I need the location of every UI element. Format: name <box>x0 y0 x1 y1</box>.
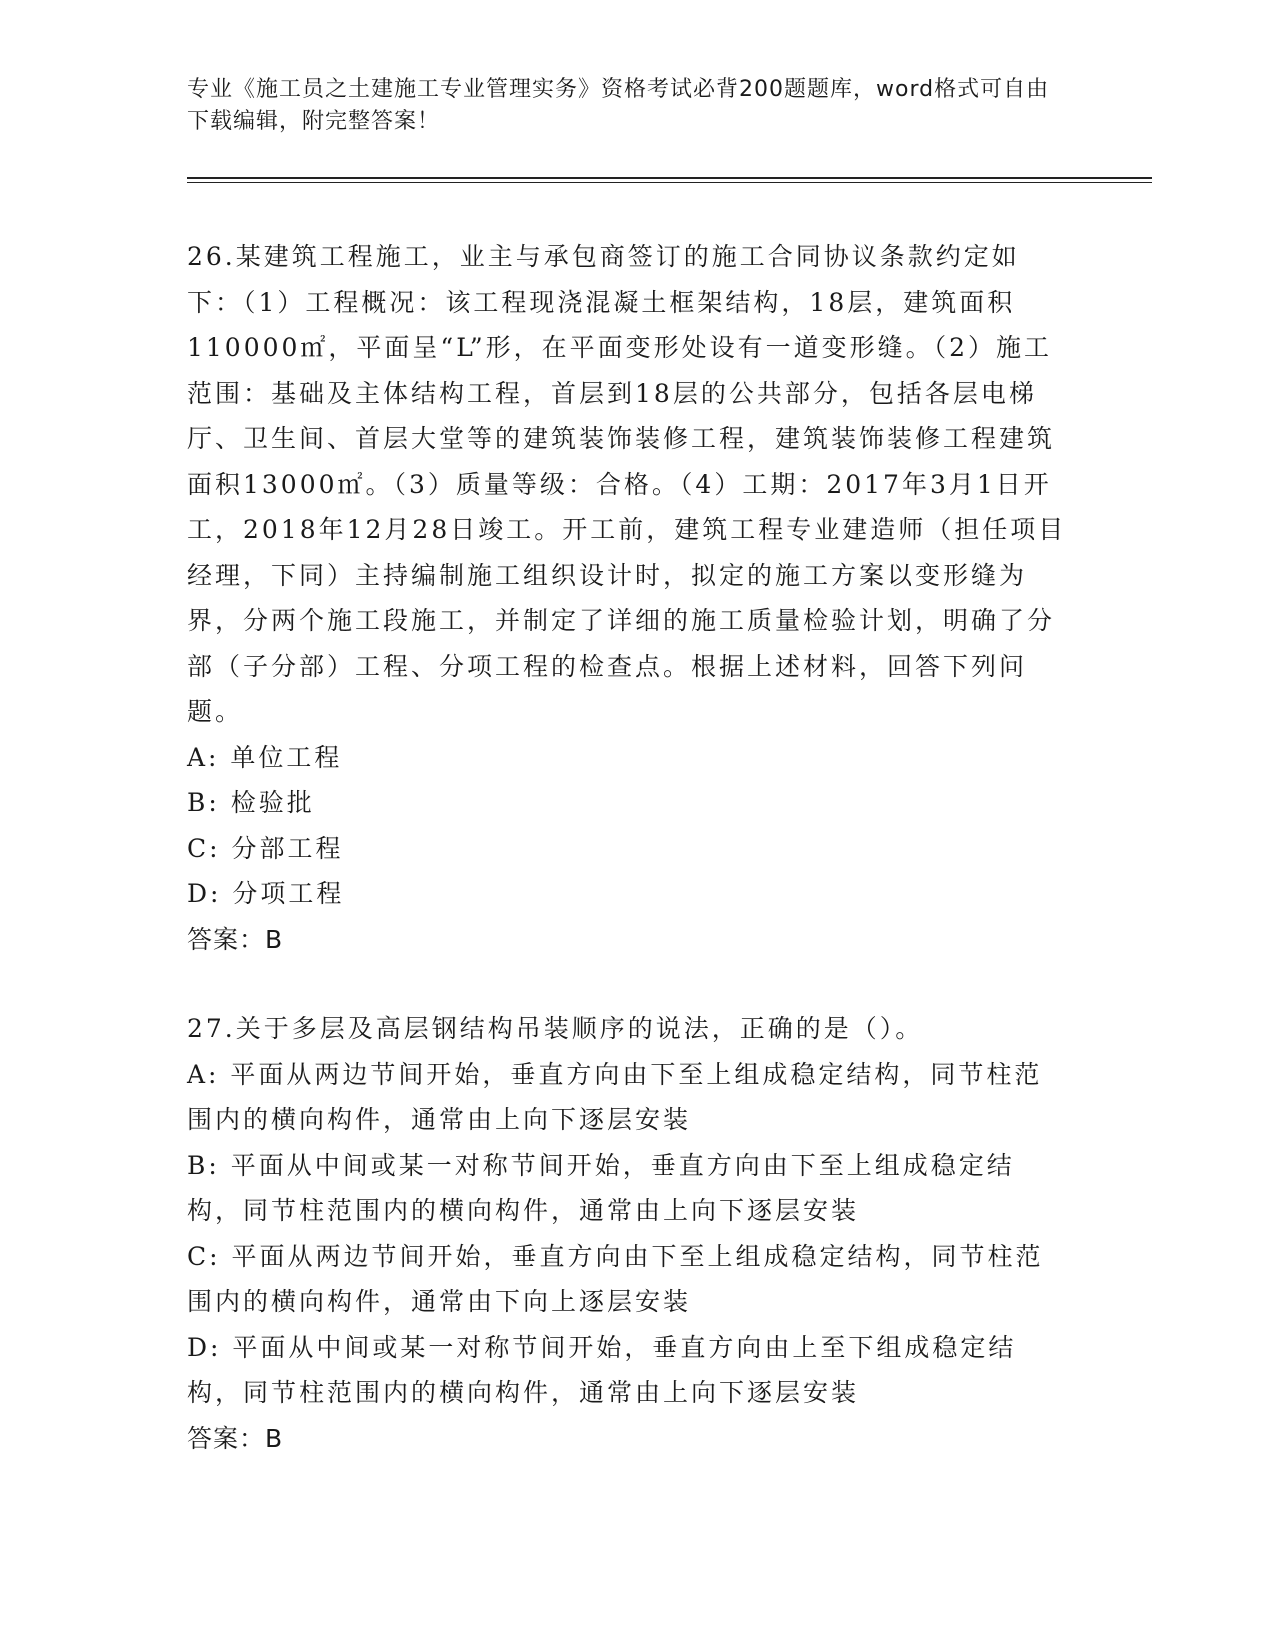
question-27 <box>187 1006 1067 1461</box>
option-d: D: 平面从中间或某一对称节间开始，垂直方向由上至下组成稳定结构，同节柱范围内的横向构件，通常由上向下逐层安装 <box>187 1332 1017 1407</box>
header-rule-thin <box>187 182 1152 183</box>
document-header <box>187 74 1067 138</box>
option-c: C: 分部工程 <box>187 833 344 863</box>
answer: 答案：B <box>187 1423 284 1453</box>
option-a: A: 平面从两边节间开始，垂直方向由下至上组成稳定结构，同节柱范围内的横向构件，通常由上向下逐层安装 <box>187 1059 1043 1134</box>
question-stem: 26.某建筑工程施工，业主与承包商签订的施工合同协议条款约定如下：（1）工程概况：该工程现浇混凝土框架结构，18层，建筑面积110000㎡，平面呈“L”形，在平面变形处设有一道变形缝。（2）施工范围：基础及主体结构工程，首层到18层的公共部分，包括各层电梯厅、卫生间、首层大堂等的建筑装饰装修工程，建筑装饰装修工程建筑面积13000㎡。（3）质量等级：合格。（4）工期：2017年3月1日开工，2018年12月28日竣工。开工前，建筑工程专业建造师（担任项目经理，下同）主持编制施工组织设计时，拟定的施工方案以变形缝为界，分两个施工段施工，并制定了详细的施工质量检验计划，明确了分部（子分部）工程、分项工程的检查点。根据上述材料，回答下列问题。 <box>187 242 1067 726</box>
question-stem: 27.关于多层及高层钢结构吊装顺序的说法，正确的是（）。 <box>187 1014 924 1043</box>
option-d: D: 分项工程 <box>187 879 345 908</box>
answer: 答案：B <box>187 924 284 954</box>
header-rule-thick <box>187 177 1152 179</box>
header-text: 专业《施工员之土建施工专业管理实务》资格考试必背200题题库，word格式可自由下载编辑，附完整答案！ <box>187 77 1050 134</box>
option-a: A: 单位工程 <box>187 742 343 772</box>
question-26 <box>187 234 1067 962</box>
option-b: B: 平面从中间或某一对称节间开始，垂直方向由下至上组成稳定结构，同节柱范围内的横向构件，通常由上向下逐层安装 <box>187 1150 1015 1225</box>
option-b: B: 检验批 <box>187 788 315 817</box>
option-c: C: 平面从两边节间开始，垂直方向由下至上组成稳定结构，同节柱范围内的横向构件，通常由下向上逐层安装 <box>187 1241 1044 1316</box>
